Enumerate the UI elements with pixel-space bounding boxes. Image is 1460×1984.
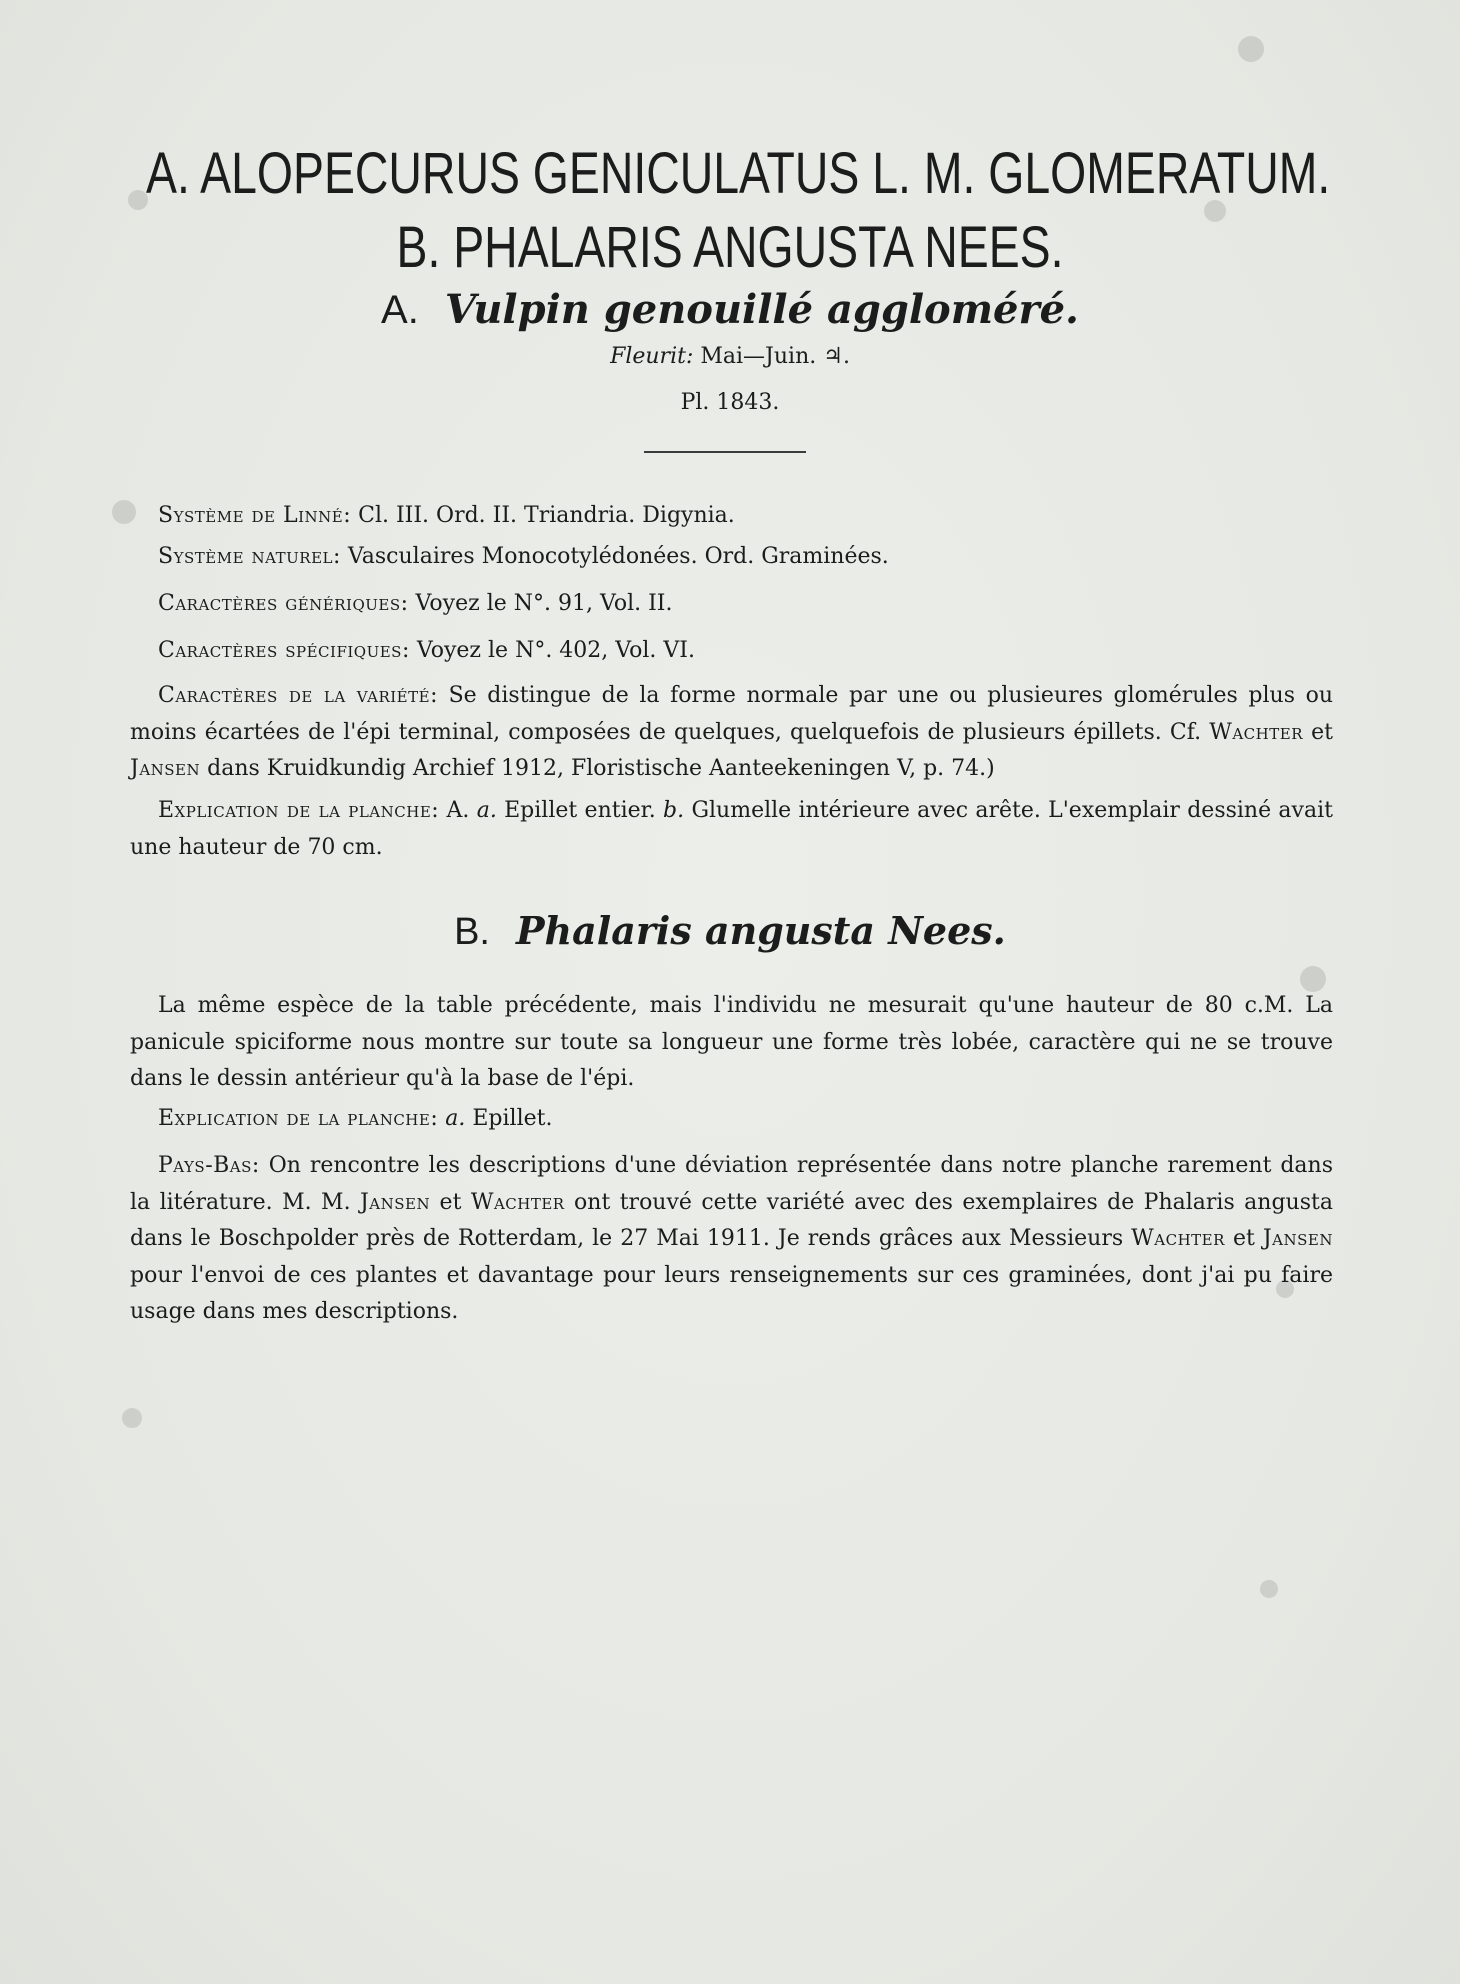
section-a-heading — [0, 286, 1460, 333]
section-b-heading — [0, 908, 1460, 954]
explication-b-letter-a: a. — [445, 1106, 466, 1131]
explication-a-text-2: Glumelle intérieure avec arête. L'exemplair dessiné avait une hauteur de 70 cm. — [130, 798, 1333, 860]
explication-a-paragraph — [130, 793, 1333, 866]
conjunction-et-2: et — [1232, 1226, 1255, 1251]
explication-b-value: Epillet. — [472, 1106, 553, 1131]
caracteres-specifiques-value: Voyez le N°. 402, Vol. VI. — [416, 638, 695, 663]
pays-bas-paragraph — [130, 1148, 1333, 1331]
explication-a-text-1: Epillet entier. — [504, 798, 656, 823]
author-jansen-2: Jansen — [1262, 1226, 1333, 1251]
section-a-letter: A. — [381, 288, 419, 332]
divider-rule — [644, 451, 806, 453]
systeme-naturel-label: Système naturel: — [158, 544, 341, 569]
author-wachter-1: Wachter — [470, 1189, 565, 1215]
systeme-linne-line — [158, 503, 735, 528]
pays-bas-text-1: On rencontre les descriptions d'une déviation représentée dans notre planche rarement dans la litérature. M. M. — [130, 1153, 1333, 1215]
caracteres-variete-label: Caractères de la variété: — [158, 683, 438, 708]
caracteres-generiques-line — [158, 591, 672, 616]
page-title-line-2: B. PHALARIS ANGUSTA NEES. — [396, 215, 1064, 280]
explication-a-fig: A. — [446, 798, 470, 823]
explication-a-label: Explication de la planche: — [158, 798, 440, 823]
caracteres-generiques-label: Caractères génériques: — [158, 591, 409, 616]
section-b-name: Phalaris angusta Nees. — [515, 908, 1006, 953]
caracteres-specifiques-label: Caractères spécifiques: — [158, 638, 410, 663]
caracteres-specifiques-line — [158, 638, 695, 663]
author-jansen: Jansen — [130, 756, 201, 781]
caracteres-variete-text: Se distingue de la forme normale par une ou plusieures glomérules plus ou moins écartées de l'épi terminal, composées de quelques, quelquefois de plusieurs épillets. Cf. — [130, 683, 1333, 745]
flowering-value: Mai—Juin. ♃. — [700, 344, 850, 369]
conjunction-et-1: et — [439, 1189, 462, 1215]
caracteres-generiques-value: Voyez le N°. 91, Vol. II. — [415, 591, 673, 616]
page-title-line-1: A. ALOPECURUS GENICULATUS L. M. GLOMERATUM. — [146, 141, 1331, 206]
author-jansen-1: Jansen — [359, 1189, 431, 1215]
caracteres-variete-reference: dans Kruidkundig Archief 1912, Floristische Aanteekeningen V, p. 74.) — [207, 756, 995, 781]
section-b-paragraph: La même espèce de la table précédente, mais l'individu ne mesurait qu'une hauteur de 80 c.M. La panicule spiciforme nous montre sur toute sa longueur une forme très lobée, caractère qui ne se trouve dans le dessin antérieur qu'à la base de l'épi. — [130, 993, 1333, 1091]
systeme-naturel-value: Vasculaires Monocotylédonées. Ord. Graminées. — [347, 544, 889, 569]
explication-b-label: Explication de la planche: — [158, 1106, 439, 1131]
pays-bas-text-3: pour l'envoi de ces plantes et davantage pour leurs renseignements sur ces graminées, dont j'ai pu faire usage dans mes descriptions. — [130, 1262, 1333, 1324]
systeme-linne-label: Système de Linné: — [158, 503, 352, 528]
plate-number: Pl. 1843. — [680, 390, 780, 415]
explication-a-letter-b: b. — [663, 798, 685, 823]
conjunction-et: et — [1311, 719, 1334, 745]
pays-bas-text-2: ont trouvé cette variété avec des exemplaires de Phalaris angusta dans le Boschpolder près de Rotterdam, le 27 Mai 1911. Je rends grâces aux Messieurs — [130, 1189, 1333, 1251]
author-wachter-2: Wachter — [1131, 1226, 1225, 1251]
flowering-line — [0, 344, 1460, 369]
caracteres-variete-paragraph — [130, 678, 1333, 788]
section-b-letter: B. — [454, 911, 490, 953]
pays-bas-label: Pays-Bas: — [158, 1153, 260, 1178]
systeme-naturel-line — [158, 544, 889, 569]
explication-b-line — [158, 1106, 552, 1131]
systeme-linne-value: Cl. III. Ord. II. Triandria. Digynia. — [358, 503, 735, 528]
flowering-label: Fleurit: — [610, 344, 694, 369]
author-wachter: Wachter — [1209, 719, 1303, 745]
section-a-name: Vulpin genouillé aggloméré. — [444, 286, 1079, 333]
explication-a-letter-a: a. — [476, 798, 497, 823]
